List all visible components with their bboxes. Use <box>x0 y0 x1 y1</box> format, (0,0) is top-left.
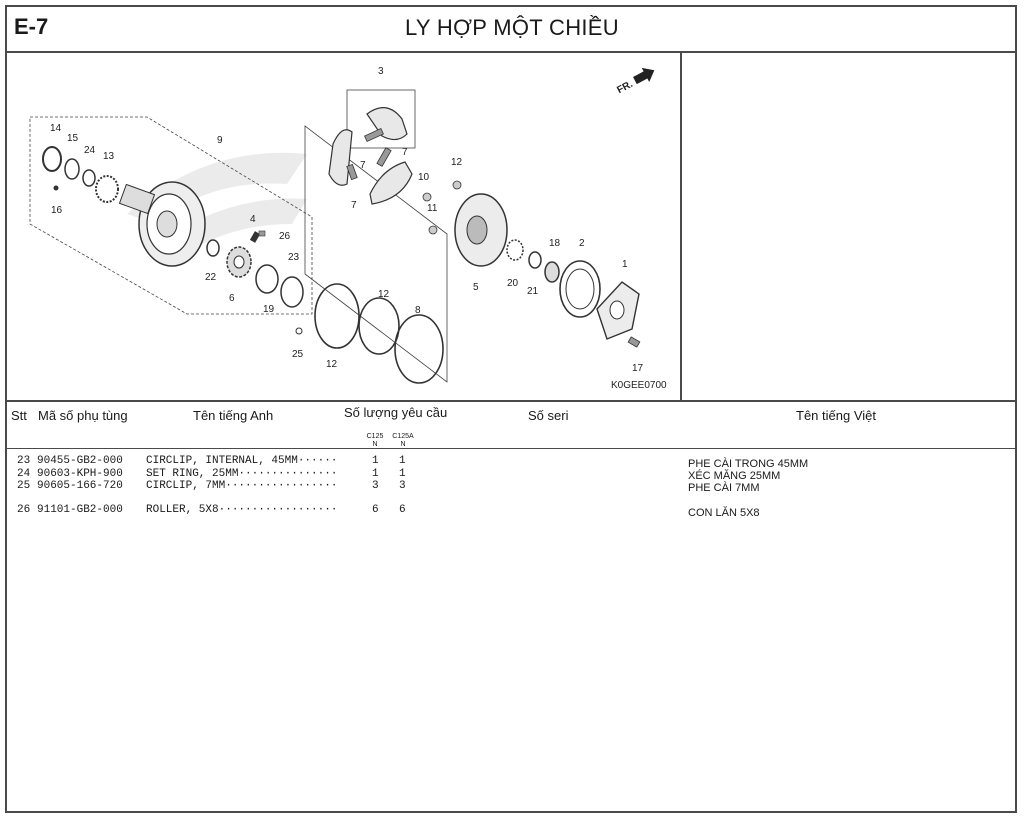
row-qty-1: 1 <box>372 455 379 467</box>
row-qty-2: 6 <box>399 504 406 516</box>
row-part-no: 91101-GB2-000 <box>37 504 123 516</box>
row-qty-2: 3 <box>399 480 406 492</box>
front-arrow-icon <box>613 63 658 97</box>
part-15-ring <box>65 159 79 179</box>
callout-5: 5 <box>473 282 479 293</box>
callout-18: 18 <box>549 238 561 249</box>
callout-19: 19 <box>263 304 275 315</box>
callout-7a: 7 <box>360 160 366 171</box>
row-name-vn: PHE CÀI 7MM <box>688 482 760 494</box>
part-7-spring-a <box>365 128 384 141</box>
part-22-washer <box>207 240 219 256</box>
row-part-no: 90605-166-720 <box>37 480 123 492</box>
part-12-nut-a <box>423 193 431 201</box>
col-header-serial: Số seri <box>528 408 569 423</box>
part-21-washer <box>529 252 541 268</box>
callout-17: 17 <box>632 363 644 374</box>
row-qty-1: 6 <box>372 504 379 516</box>
row-name-en: CIRCLIP, 7MM················· <box>146 480 338 492</box>
callout-24: 24 <box>84 145 96 156</box>
fr-label: FR. <box>615 78 635 97</box>
part-17-bolt <box>628 337 640 347</box>
section-code: E-7 <box>14 14 49 39</box>
callout-12a: 10 <box>418 172 430 183</box>
callout-15: 15 <box>67 133 79 144</box>
callout-8: 8 <box>415 305 421 316</box>
table-row <box>17 504 406 576</box>
col-header-qty: Số lượng yêu cầu <box>344 405 448 420</box>
part-10-gasket <box>315 284 359 348</box>
callout-22: 22 <box>205 272 217 283</box>
row-name-vn: XÉC MĂNG 25MM <box>688 470 781 482</box>
qty-model-2-type: N <box>400 441 406 448</box>
callout-12b: 11 <box>427 203 438 214</box>
part-16-bolt <box>54 186 59 191</box>
callout-7b: 7 <box>402 147 408 158</box>
qty-model-1 <box>364 433 386 449</box>
col-header-part-no: Mã số phụ tùng <box>38 408 128 423</box>
part-6-center <box>234 256 244 268</box>
diagram-divider <box>680 53 682 402</box>
part-12-nut-c <box>453 181 461 189</box>
row-qty-1: 3 <box>372 480 379 492</box>
callout-23: 23 <box>288 252 300 263</box>
qty-model-1-type: N <box>372 441 378 448</box>
row-stt: 24 <box>17 468 31 480</box>
callout-25: 25 <box>292 349 304 360</box>
part-14-seal <box>43 147 61 171</box>
row-part-no: 90603-KPH-900 <box>37 468 123 480</box>
part-26-roller <box>259 231 265 236</box>
callout-6: 6 <box>229 293 235 304</box>
row-qty-2: 1 <box>399 455 406 467</box>
row-name-en: SET RING, 25MM··············· <box>146 468 338 480</box>
callout-10: 12 <box>326 359 338 370</box>
part-shoe-left <box>329 130 352 186</box>
callout-4: 4 <box>250 214 256 225</box>
row-part-no: 90455-GB2-000 <box>37 455 123 467</box>
callout-16: 16 <box>51 205 63 216</box>
page-title: LY HỢP MỘT CHIỀU <box>405 15 619 40</box>
exploded-parts-diagram <box>7 54 680 400</box>
part-20-gear <box>507 240 523 260</box>
part-18-bearing <box>545 262 559 282</box>
col-header-stt: Stt <box>11 408 27 423</box>
row-qty-1: 1 <box>372 468 379 480</box>
callout-7c: 7 <box>351 200 357 211</box>
part-2-inner <box>566 269 594 309</box>
callout-26: 26 <box>279 231 291 242</box>
col-header-name-vn: Tên tiếng Việt <box>796 408 876 423</box>
part-24-set-ring <box>83 170 95 186</box>
row-stt: 25 <box>17 480 31 492</box>
row-name-vn: CON LĂN 5X8 <box>688 507 760 519</box>
callout-9: 12 <box>378 289 390 300</box>
part-13-gear <box>96 176 118 202</box>
table-header-divider <box>5 448 1017 449</box>
qty-model-1-name: C125 <box>366 433 384 440</box>
part-shoe-right <box>370 162 412 204</box>
qty-model-2-name: C125A <box>392 433 414 440</box>
table-top-divider <box>5 400 1017 402</box>
callout-2: 2 <box>579 238 585 249</box>
callout-3: 3 <box>378 66 384 77</box>
row-name-vn: PHE CÀI TRONG 45MM <box>688 458 809 470</box>
callout-1: 1 <box>622 259 628 270</box>
callout-21: 21 <box>527 286 539 297</box>
part-23-circlip <box>281 277 303 307</box>
part-1-hole <box>610 301 624 319</box>
part-19-plate <box>256 265 278 293</box>
part-9-o-ring <box>359 298 399 354</box>
row-stt: 26 <box>17 504 31 516</box>
callout-20: 20 <box>507 278 519 289</box>
part-25-circlip <box>296 328 302 334</box>
row-qty-2: 1 <box>399 468 406 480</box>
callout-11: 9 <box>217 135 223 146</box>
part-4-spring <box>250 231 260 243</box>
part-11-hub <box>157 211 177 237</box>
callout-14: 14 <box>50 123 62 134</box>
callout-12c: 12 <box>451 157 463 168</box>
callout-13: 13 <box>103 151 115 162</box>
part-8-gasket <box>395 315 443 383</box>
row-name-en: ROLLER, 5X8·················· <box>146 504 338 516</box>
qty-model-2 <box>390 433 416 449</box>
col-header-name-en: Tên tiếng Anh <box>193 408 274 423</box>
part-5-hub <box>467 216 487 244</box>
row-stt: 23 <box>17 455 31 467</box>
part-12-nut-b <box>429 226 437 234</box>
row-name-en: CIRCLIP, INTERNAL, 45MM······ <box>146 455 338 467</box>
part-7-spring-b <box>377 148 391 167</box>
part-11-shaft <box>119 184 154 213</box>
image-code: K0GEE0700 <box>611 380 667 391</box>
